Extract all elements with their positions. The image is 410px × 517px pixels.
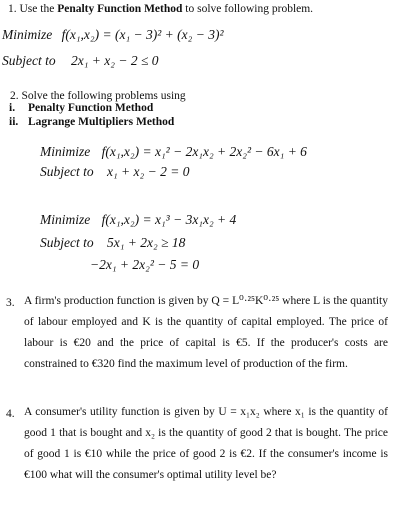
question-1-constraint [2,54,159,68]
problem-1-constraint [40,165,189,179]
question-1-objective [2,28,224,42]
item-label: Lagrange Multipliers Method [28,116,175,128]
question-1-text-post: to solve following problem. [182,3,314,15]
question-2-item-1 [9,101,154,115]
question-3-text: A firm's production function is given by Q = L⁰·²⁵K⁰·²⁵ where L is the quantity of labour employed and K is the quantity of capital employed. The price of labour is €20 and the price of capital is €5. If the producer's costs are constrained to €320 find the maximum level of production of the firm. [24,295,388,370]
objective-label: Minimize [40,144,91,159]
question-2-number: 2. [10,90,19,102]
question-1-number: 1. [8,3,17,15]
question-1-method: Penalty Function Method [57,3,183,15]
constraint-expression: x₁ + x₂ − 2 = 0 [107,164,190,179]
problem-2-constraint-2 [90,258,199,272]
item-number: ii. [9,116,19,128]
question-1-heading [8,2,313,16]
question-4-text: A consumer's utility function is given by U = x₁x₂ where x₁ is the quantity of good 1 that is bought and x₂ is the quantity of good 2 that is bought. The price of good 1 is €10 while the price of good 2 is €2. If the consumer's income is €100 what will the consumer's optimal utility level be? [24,406,388,481]
constraint-label: Subject to [40,164,94,179]
objective-expression: f(x₁,x₂) = x₁³ − 3x₁x₂ + 4 [101,212,237,227]
constraint-label: Subject to [40,235,94,250]
problem-2-objective [40,213,236,227]
question-1-text-pre: Use the [19,3,58,15]
objective-label: Minimize [2,27,53,42]
question-2-item-2 [9,115,175,129]
problem-1-objective [40,145,307,159]
objective-expression: f(x₁,x₂) = (x₁ − 3)² + (x₂ − 3)² [61,27,224,42]
constraint-expression: 2x₁ + x₂ − 2 ≤ 0 [71,53,159,68]
question-4-number: 4. [6,408,15,420]
objective-label: Minimize [40,212,91,227]
objective-expression: f(x₁,x₂) = x₁² − 2x₁x₂ + 2x₂² − 6x₁ + 6 [101,144,307,159]
item-number: i. [9,102,16,114]
question-2-intro: Solve the following problems using [21,90,186,102]
question-3-number: 3. [6,297,15,309]
constraint-expression: 5x₁ + 2x₂ ≥ 18 [107,235,186,250]
problem-2-constraint-1 [40,236,185,250]
constraint-label: Subject to [2,53,56,68]
constraint-expression: −2x₁ + 2x₂² − 5 = 0 [90,257,200,272]
item-label: Penalty Function Method [28,102,154,114]
